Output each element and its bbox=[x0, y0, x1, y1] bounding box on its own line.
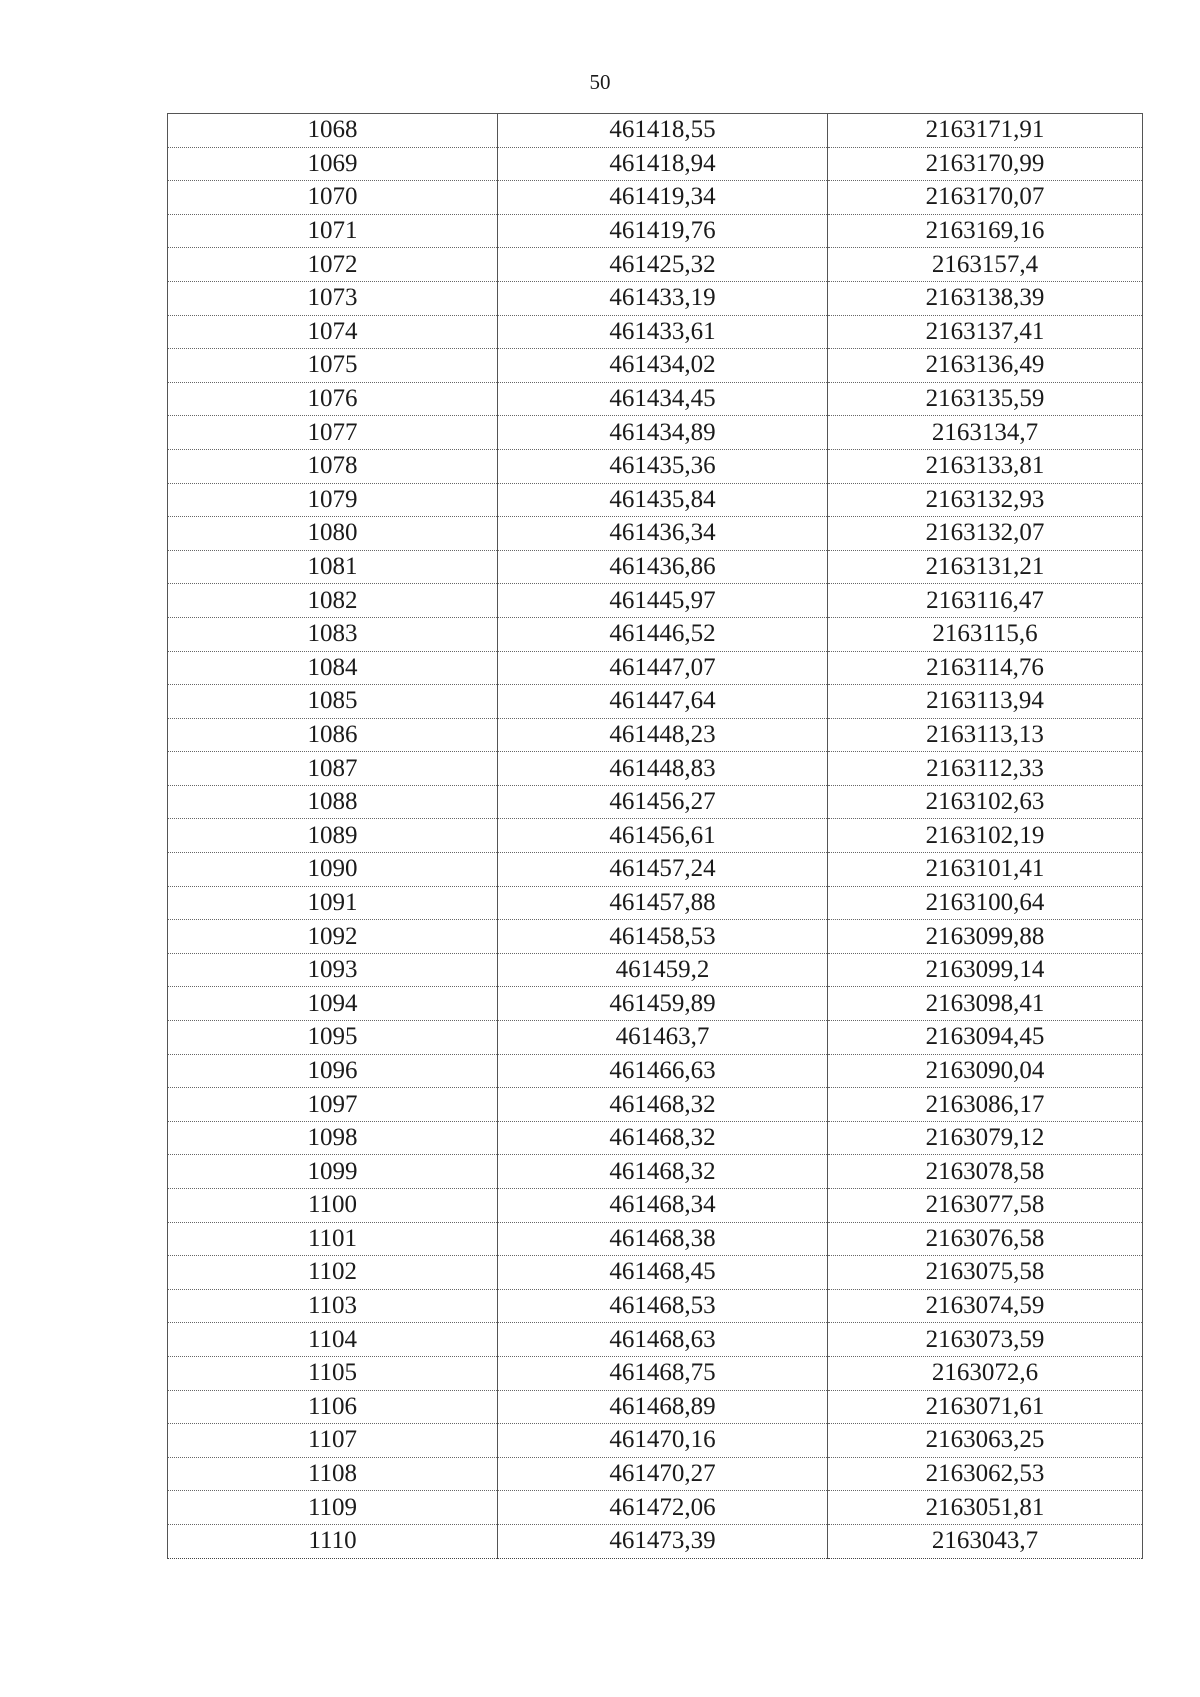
x-coordinate-cell: 461470,27 bbox=[498, 1457, 828, 1491]
point-number-cell: 1098 bbox=[168, 1121, 498, 1155]
point-number-cell: 1100 bbox=[168, 1189, 498, 1223]
point-number-cell: 1104 bbox=[168, 1323, 498, 1357]
x-coordinate-cell: 461447,64 bbox=[498, 685, 828, 719]
table-row bbox=[168, 785, 1143, 819]
x-coordinate-cell: 461434,02 bbox=[498, 349, 828, 383]
y-coordinate-cell: 2163102,63 bbox=[828, 785, 1143, 819]
x-coordinate-cell: 461459,89 bbox=[498, 987, 828, 1021]
x-coordinate-cell: 461418,94 bbox=[498, 147, 828, 181]
y-coordinate-cell: 2163112,33 bbox=[828, 752, 1143, 786]
y-coordinate-cell: 2163073,59 bbox=[828, 1323, 1143, 1357]
table-row bbox=[168, 1021, 1143, 1055]
x-coordinate-cell: 461468,89 bbox=[498, 1390, 828, 1424]
table-row bbox=[168, 1121, 1143, 1155]
x-coordinate-cell: 461468,32 bbox=[498, 1121, 828, 1155]
table-row bbox=[168, 1390, 1143, 1424]
x-coordinate-cell: 461463,7 bbox=[498, 1021, 828, 1055]
point-number-cell: 1073 bbox=[168, 281, 498, 315]
y-coordinate-cell: 2163157,4 bbox=[828, 248, 1143, 282]
point-number-cell: 1089 bbox=[168, 819, 498, 853]
y-coordinate-cell: 2163136,49 bbox=[828, 349, 1143, 383]
point-number-cell: 1108 bbox=[168, 1457, 498, 1491]
point-number-cell: 1091 bbox=[168, 886, 498, 920]
y-coordinate-cell: 2163071,61 bbox=[828, 1390, 1143, 1424]
y-coordinate-cell: 2163138,39 bbox=[828, 281, 1143, 315]
point-number-cell: 1079 bbox=[168, 483, 498, 517]
point-number-cell: 1078 bbox=[168, 449, 498, 483]
x-coordinate-cell: 461457,24 bbox=[498, 853, 828, 887]
point-number-cell: 1080 bbox=[168, 517, 498, 551]
point-number-cell: 1087 bbox=[168, 752, 498, 786]
table-row bbox=[168, 1222, 1143, 1256]
table-row bbox=[168, 214, 1143, 248]
y-coordinate-cell: 2163116,47 bbox=[828, 584, 1143, 618]
point-number-cell: 1084 bbox=[168, 651, 498, 685]
y-coordinate-cell: 2163076,58 bbox=[828, 1222, 1143, 1256]
table-row bbox=[168, 987, 1143, 1021]
y-coordinate-cell: 2163099,88 bbox=[828, 920, 1143, 954]
point-number-cell: 1105 bbox=[168, 1356, 498, 1390]
y-coordinate-cell: 2163079,12 bbox=[828, 1121, 1143, 1155]
table-row bbox=[168, 584, 1143, 618]
x-coordinate-cell: 461448,83 bbox=[498, 752, 828, 786]
table-row bbox=[168, 651, 1143, 685]
table-row bbox=[168, 1088, 1143, 1122]
x-coordinate-cell: 461468,38 bbox=[498, 1222, 828, 1256]
point-number-cell: 1090 bbox=[168, 853, 498, 887]
table-row bbox=[168, 1356, 1143, 1390]
point-number-cell: 1097 bbox=[168, 1088, 498, 1122]
table-row bbox=[168, 1491, 1143, 1525]
page-number: 50 bbox=[589, 70, 611, 94]
point-number-cell: 1072 bbox=[168, 248, 498, 282]
y-coordinate-cell: 2163098,41 bbox=[828, 987, 1143, 1021]
point-number-cell: 1088 bbox=[168, 785, 498, 819]
point-number-cell: 1069 bbox=[168, 147, 498, 181]
table-row bbox=[168, 248, 1143, 282]
point-number-cell: 1076 bbox=[168, 382, 498, 416]
y-coordinate-cell: 2163086,17 bbox=[828, 1088, 1143, 1122]
x-coordinate-cell: 461447,07 bbox=[498, 651, 828, 685]
y-coordinate-cell: 2163137,41 bbox=[828, 315, 1143, 349]
y-coordinate-cell: 2163113,94 bbox=[828, 685, 1143, 719]
x-coordinate-cell: 461446,52 bbox=[498, 617, 828, 651]
y-coordinate-cell: 2163063,25 bbox=[828, 1424, 1143, 1458]
x-coordinate-cell: 461419,76 bbox=[498, 214, 828, 248]
y-coordinate-cell: 2163113,13 bbox=[828, 718, 1143, 752]
y-coordinate-cell: 2163132,07 bbox=[828, 517, 1143, 551]
x-coordinate-cell: 461456,61 bbox=[498, 819, 828, 853]
x-coordinate-cell: 461448,23 bbox=[498, 718, 828, 752]
point-number-cell: 1077 bbox=[168, 416, 498, 450]
x-coordinate-cell: 461468,32 bbox=[498, 1155, 828, 1189]
x-coordinate-cell: 461468,45 bbox=[498, 1256, 828, 1290]
x-coordinate-cell: 461459,2 bbox=[498, 953, 828, 987]
point-number-cell: 1095 bbox=[168, 1021, 498, 1055]
y-coordinate-cell: 2163132,93 bbox=[828, 483, 1143, 517]
table-row bbox=[168, 819, 1143, 853]
table-row bbox=[168, 886, 1143, 920]
y-coordinate-cell: 2163062,53 bbox=[828, 1457, 1143, 1491]
y-coordinate-cell: 2163043,7 bbox=[828, 1524, 1143, 1558]
table-row bbox=[168, 349, 1143, 383]
y-coordinate-cell: 2163102,19 bbox=[828, 819, 1143, 853]
x-coordinate-cell: 461468,53 bbox=[498, 1289, 828, 1323]
x-coordinate-cell: 461436,34 bbox=[498, 517, 828, 551]
table-row bbox=[168, 685, 1143, 719]
table-row bbox=[168, 1524, 1143, 1558]
table-row bbox=[168, 718, 1143, 752]
point-number-cell: 1075 bbox=[168, 349, 498, 383]
x-coordinate-cell: 461473,39 bbox=[498, 1524, 828, 1558]
y-coordinate-cell: 2163051,81 bbox=[828, 1491, 1143, 1525]
table-row bbox=[168, 181, 1143, 215]
table-row bbox=[168, 853, 1143, 887]
table-row bbox=[168, 1256, 1143, 1290]
x-coordinate-cell: 461435,84 bbox=[498, 483, 828, 517]
x-coordinate-cell: 461468,75 bbox=[498, 1356, 828, 1390]
point-number-cell: 1071 bbox=[168, 214, 498, 248]
x-coordinate-cell: 461472,06 bbox=[498, 1491, 828, 1525]
point-number-cell: 1093 bbox=[168, 953, 498, 987]
x-coordinate-cell: 461433,19 bbox=[498, 281, 828, 315]
table-row bbox=[168, 1289, 1143, 1323]
x-coordinate-cell: 461466,63 bbox=[498, 1054, 828, 1088]
coordinates-table-body bbox=[168, 114, 1143, 1559]
point-number-cell: 1092 bbox=[168, 920, 498, 954]
x-coordinate-cell: 461435,36 bbox=[498, 449, 828, 483]
y-coordinate-cell: 2163131,21 bbox=[828, 550, 1143, 584]
coordinates-table bbox=[167, 113, 1143, 1559]
table-row bbox=[168, 617, 1143, 651]
point-number-cell: 1086 bbox=[168, 718, 498, 752]
point-number-cell: 1103 bbox=[168, 1289, 498, 1323]
point-number-cell: 1082 bbox=[168, 584, 498, 618]
point-number-cell: 1068 bbox=[168, 114, 498, 148]
point-number-cell: 1107 bbox=[168, 1424, 498, 1458]
y-coordinate-cell: 2163099,14 bbox=[828, 953, 1143, 987]
x-coordinate-cell: 461434,89 bbox=[498, 416, 828, 450]
point-number-cell: 1096 bbox=[168, 1054, 498, 1088]
table-row bbox=[168, 920, 1143, 954]
y-coordinate-cell: 2163133,81 bbox=[828, 449, 1143, 483]
x-coordinate-cell: 461434,45 bbox=[498, 382, 828, 416]
y-coordinate-cell: 2163072,6 bbox=[828, 1356, 1143, 1390]
table-row bbox=[168, 1155, 1143, 1189]
table-row bbox=[168, 315, 1143, 349]
table-row bbox=[168, 147, 1143, 181]
table-row bbox=[168, 517, 1143, 551]
point-number-cell: 1085 bbox=[168, 685, 498, 719]
y-coordinate-cell: 2163077,58 bbox=[828, 1189, 1143, 1223]
x-coordinate-cell: 461470,16 bbox=[498, 1424, 828, 1458]
table-row bbox=[168, 382, 1143, 416]
x-coordinate-cell: 461456,27 bbox=[498, 785, 828, 819]
x-coordinate-cell: 461425,32 bbox=[498, 248, 828, 282]
point-number-cell: 1099 bbox=[168, 1155, 498, 1189]
y-coordinate-cell: 2163090,04 bbox=[828, 1054, 1143, 1088]
x-coordinate-cell: 461458,53 bbox=[498, 920, 828, 954]
point-number-cell: 1102 bbox=[168, 1256, 498, 1290]
table-row bbox=[168, 1189, 1143, 1223]
table-row bbox=[168, 1424, 1143, 1458]
table-row bbox=[168, 1054, 1143, 1088]
table-row bbox=[168, 114, 1143, 148]
y-coordinate-cell: 2163114,76 bbox=[828, 651, 1143, 685]
y-coordinate-cell: 2163074,59 bbox=[828, 1289, 1143, 1323]
y-coordinate-cell: 2163169,16 bbox=[828, 214, 1143, 248]
point-number-cell: 1101 bbox=[168, 1222, 498, 1256]
point-number-cell: 1083 bbox=[168, 617, 498, 651]
y-coordinate-cell: 2163094,45 bbox=[828, 1021, 1143, 1055]
y-coordinate-cell: 2163078,58 bbox=[828, 1155, 1143, 1189]
y-coordinate-cell: 2163101,41 bbox=[828, 853, 1143, 887]
table-row bbox=[168, 953, 1143, 987]
table-row bbox=[168, 416, 1143, 450]
point-number-cell: 1106 bbox=[168, 1390, 498, 1424]
y-coordinate-cell: 2163135,59 bbox=[828, 382, 1143, 416]
y-coordinate-cell: 2163100,64 bbox=[828, 886, 1143, 920]
point-number-cell: 1081 bbox=[168, 550, 498, 584]
table-row bbox=[168, 1457, 1143, 1491]
y-coordinate-cell: 2163170,99 bbox=[828, 147, 1143, 181]
x-coordinate-cell: 461445,97 bbox=[498, 584, 828, 618]
x-coordinate-cell: 461418,55 bbox=[498, 114, 828, 148]
x-coordinate-cell: 461457,88 bbox=[498, 886, 828, 920]
y-coordinate-cell: 2163171,91 bbox=[828, 114, 1143, 148]
point-number-cell: 1110 bbox=[168, 1524, 498, 1558]
x-coordinate-cell: 461436,86 bbox=[498, 550, 828, 584]
y-coordinate-cell: 2163134,7 bbox=[828, 416, 1143, 450]
x-coordinate-cell: 461419,34 bbox=[498, 181, 828, 215]
table-row bbox=[168, 281, 1143, 315]
point-number-cell: 1070 bbox=[168, 181, 498, 215]
point-number-cell: 1074 bbox=[168, 315, 498, 349]
x-coordinate-cell: 461433,61 bbox=[498, 315, 828, 349]
x-coordinate-cell: 461468,34 bbox=[498, 1189, 828, 1223]
table-row bbox=[168, 449, 1143, 483]
table-row bbox=[168, 483, 1143, 517]
y-coordinate-cell: 2163075,58 bbox=[828, 1256, 1143, 1290]
point-number-cell: 1109 bbox=[168, 1491, 498, 1525]
x-coordinate-cell: 461468,63 bbox=[498, 1323, 828, 1357]
point-number-cell: 1094 bbox=[168, 987, 498, 1021]
x-coordinate-cell: 461468,32 bbox=[498, 1088, 828, 1122]
y-coordinate-cell: 2163115,6 bbox=[828, 617, 1143, 651]
table-row bbox=[168, 550, 1143, 584]
table-row bbox=[168, 1323, 1143, 1357]
y-coordinate-cell: 2163170,07 bbox=[828, 181, 1143, 215]
table-row bbox=[168, 752, 1143, 786]
